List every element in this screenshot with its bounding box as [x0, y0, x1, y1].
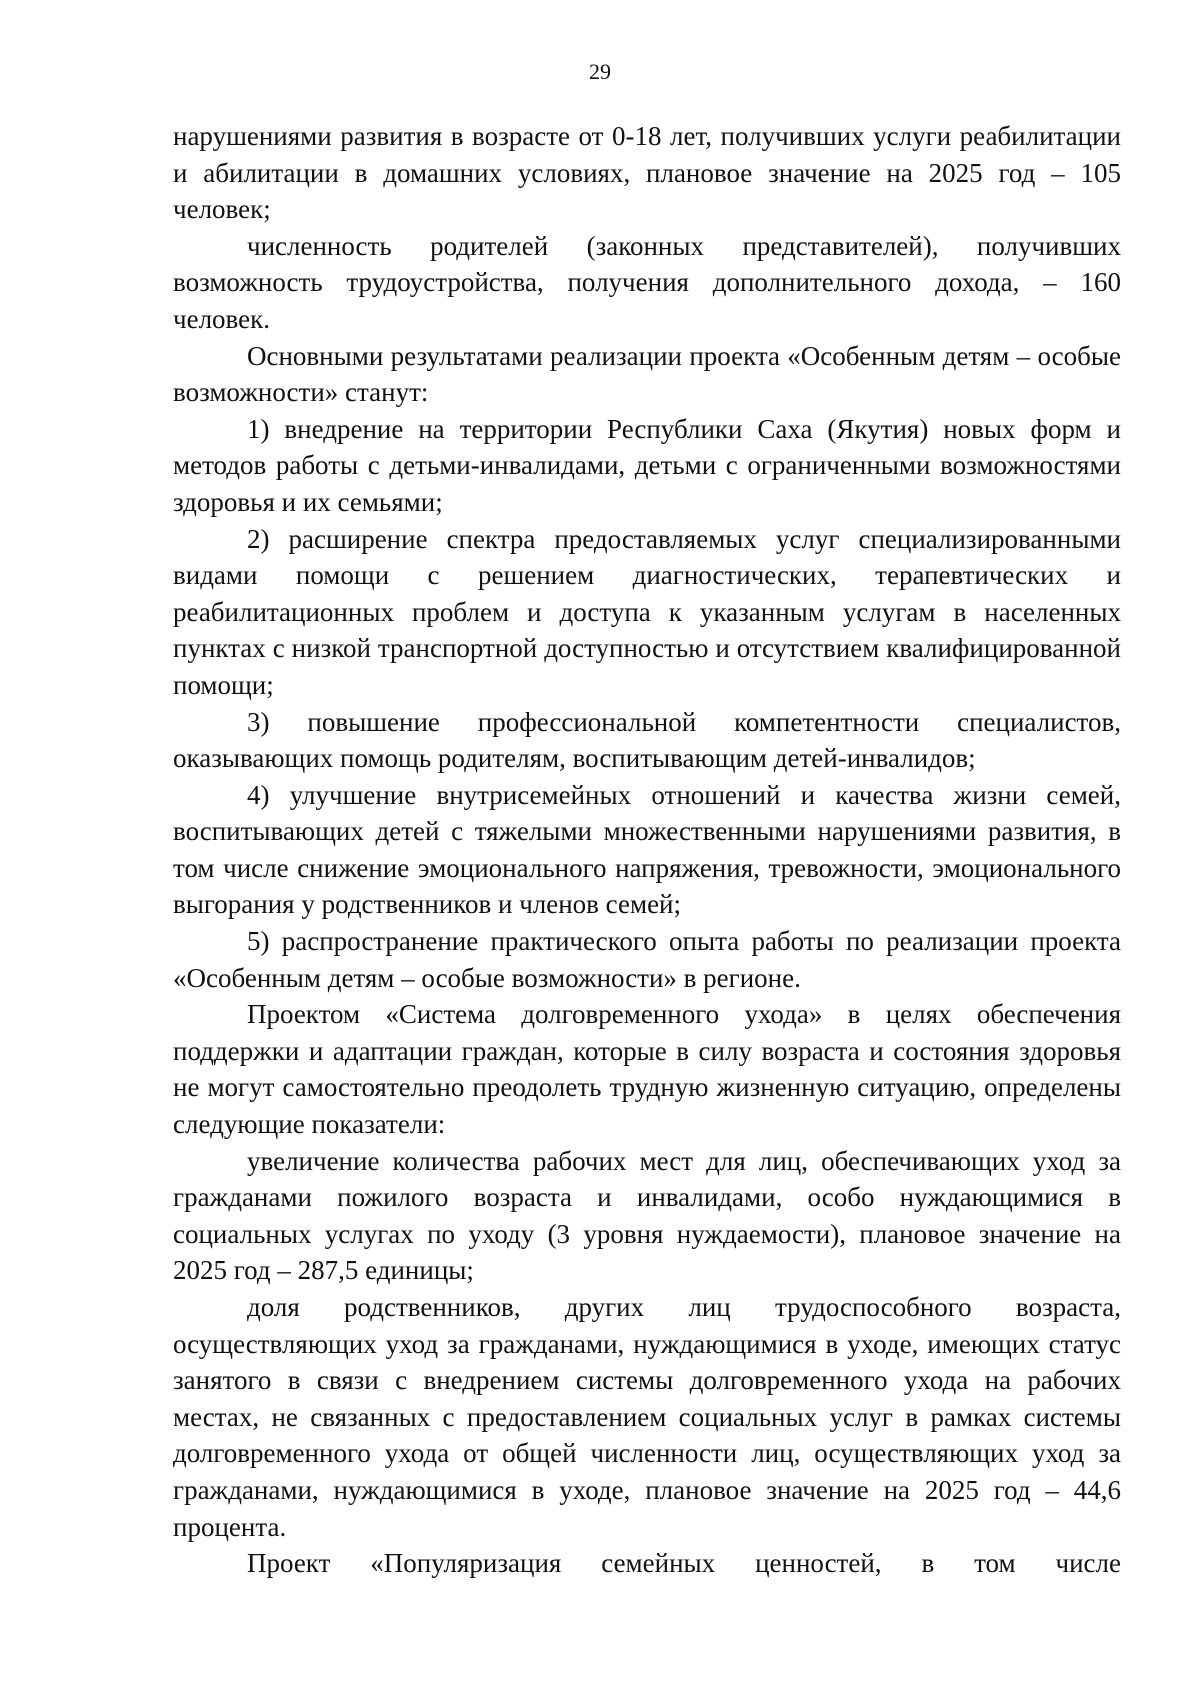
paragraph-long-term-care-project: Проектом «Система долговременного ухода» в целях обеспечения поддержки и адаптации граждан, которые в силу возраста и состояния здоровья не могут самостоятельно преодолеть трудную жизненную ситуацию, определены следующие показатели:	[173, 999, 1121, 1140]
page-number: 29	[589, 59, 611, 84]
list-item-result-2: 2) расширение спектра предоставляемых услуг специализированными видами помощи с решением диагностических, терапевтических и реабилитационных проблем и доступа к указанным услугам в населенных пунктах с низкой транспортной доступностью и отсутствием квалифицированной помощи;	[173, 523, 1121, 700]
list-item-result-5: 5) распространение практического опыта работы по реализации проекта «Особенным детям – особые возможности» в регионе.	[173, 926, 1121, 993]
document-body	[173, 118, 1121, 1582]
paragraph-project-results-intro: Основными результатами реализации проекта «Особенным детям – особые возможности» станут:	[173, 340, 1121, 408]
list-item-result-3: 3) повышение профессиональной компетентности специалистов, оказывающих помощь родителям, воспитывающим детей-инвалидов;	[173, 706, 1121, 774]
paragraph-family-values-project: Проект «Популяризация семейных ценностей, в том числе	[247, 1548, 1121, 1579]
list-item-result-4: 4) улучшение внутрисемейных отношений и качества жизни семей, воспитывающих детей с тяжелыми множественными нарушениями развития, в том числе снижение эмоционального напряжения, тревожности, эмоционального выгорания у родственников и членов семей;	[173, 779, 1121, 920]
paragraph-continuation-rehab-services: нарушениями развития в возрасте от 0-18 лет, получивших услуги реабилитации и абилитации в домашних условиях, плановое значение на 2025 год – 105 человек;	[173, 121, 1121, 225]
paragraph-workplaces-indicator: увеличение количества рабочих мест для лиц, обеспечивающих уход за гражданами пожилого возраста и инвалидами, особо нуждающимися в социальных услугах по уходу (3 уровня нуждаемости), плановое значение на 2025 год – 287,5 единицы;	[173, 1145, 1121, 1286]
list-item-result-1: 1) внедрение на территории Республики Саха (Якутия) новых форм и методов работы с детьми-инвалидами, детьми с ограниченными возможностями здоровья и их семьями;	[173, 413, 1121, 517]
paragraph-parents-employment: численность родителей (законных представителей), получивших возможность трудоустройства, получения дополнительного дохода, – 160 человек.	[173, 230, 1121, 334]
paragraph-relatives-share-indicator: доля родственников, других лиц трудоспособного возраста, осуществляющих уход за гражданами, нуждающимися в уходе, имеющих статус занятого в связи с внедрением системы долговременного ухода на рабочих местах, не связанных с предоставлением социальных услуг в рамках системы долговременного ухода от общей численности лиц, осуществляющих уход за гражданами, нуждающимися в уходе, плановое значение на 2025 год – 44,6 процента.	[173, 1292, 1121, 1542]
